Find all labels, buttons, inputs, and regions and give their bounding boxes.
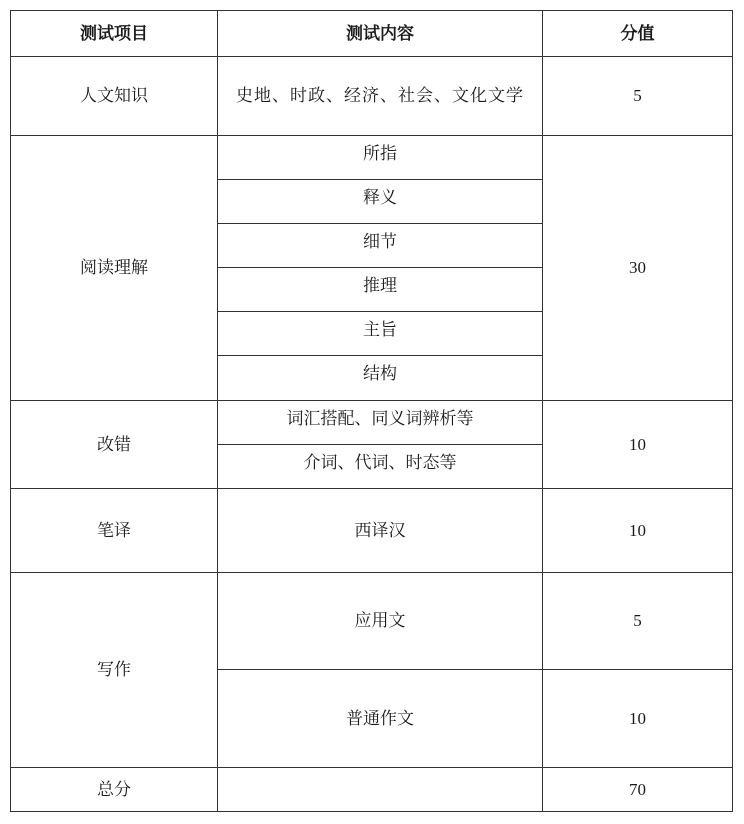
content-total	[218, 768, 543, 812]
score-writing-1: 5	[543, 573, 733, 670]
table-row-humanities	[11, 57, 733, 136]
table-row-writing	[11, 573, 733, 670]
table-row-translation	[11, 489, 733, 573]
content-writing-1: 应用文	[218, 573, 543, 670]
content-translation: 西译汉	[218, 489, 543, 573]
item-total: 总分	[11, 768, 218, 812]
content-reading-4: 推理	[218, 268, 543, 312]
content-reading-5: 主旨	[218, 312, 543, 356]
item-correction: 改错	[11, 401, 218, 489]
table-row-reading	[11, 136, 733, 180]
table-row-correction	[11, 401, 733, 445]
content-humanities: 史地、时政、经济、社会、文化文学	[218, 57, 543, 136]
content-reading-6: 结构	[218, 356, 543, 401]
item-reading: 阅读理解	[11, 136, 218, 401]
header-row	[11, 11, 733, 57]
score-humanities: 5	[543, 57, 733, 136]
content-reading-2: 释义	[218, 180, 543, 224]
content-writing-2: 普通作文	[218, 670, 543, 768]
item-humanities: 人文知识	[11, 57, 218, 136]
score-writing-2: 10	[543, 670, 733, 768]
score-translation: 10	[543, 489, 733, 573]
header-content: 测试内容	[218, 11, 543, 57]
content-correction-2: 介词、代词、时态等	[218, 445, 543, 489]
item-writing: 写作	[11, 573, 218, 768]
score-total: 70	[543, 768, 733, 812]
exam-structure-table	[10, 10, 733, 812]
content-correction-1: 词汇搭配、同义词辨析等	[218, 401, 543, 445]
header-item: 测试项目	[11, 11, 218, 57]
item-translation: 笔译	[11, 489, 218, 573]
content-reading-3: 细节	[218, 224, 543, 268]
content-reading-1: 所指	[218, 136, 543, 180]
table-row-total	[11, 768, 733, 812]
score-correction: 10	[543, 401, 733, 489]
header-score: 分值	[543, 11, 733, 57]
score-reading: 30	[543, 136, 733, 401]
